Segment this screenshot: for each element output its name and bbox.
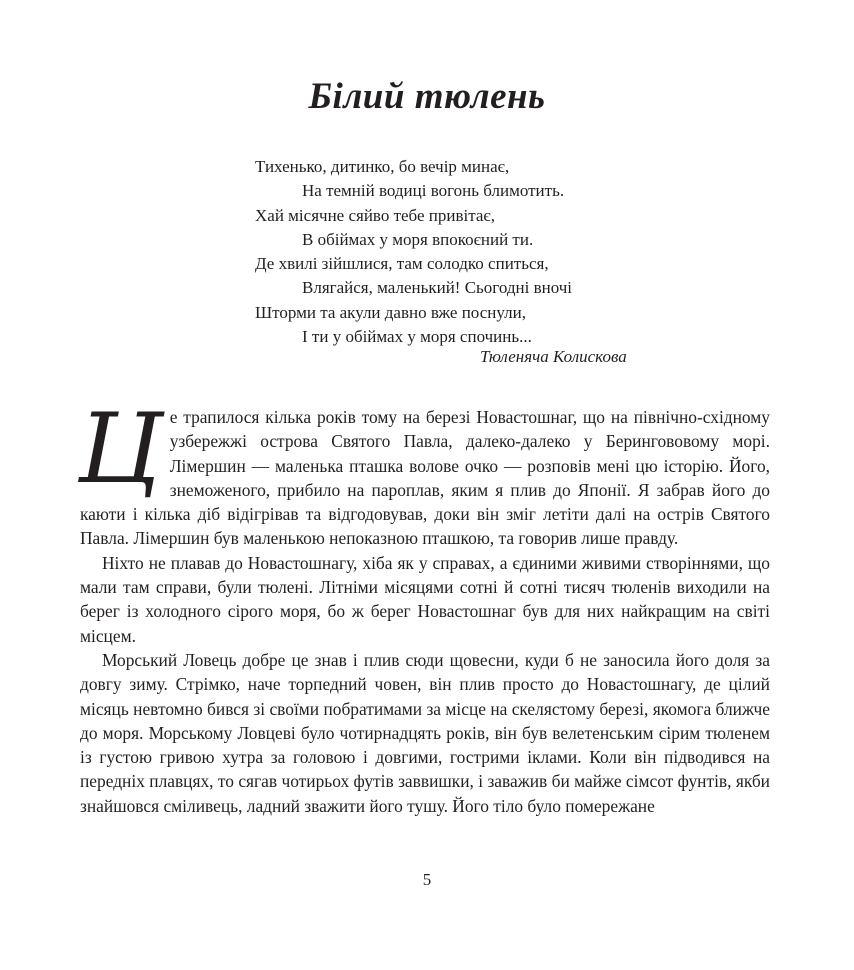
poem-line: Влягайся, маленький! Сьогодні вночі bbox=[302, 278, 573, 298]
body-text bbox=[78, 393, 770, 818]
paragraph bbox=[78, 393, 770, 551]
poem-line: Хай місячне сяйво тебе привітає, bbox=[255, 205, 495, 225]
chapter-title: Білий тюлень bbox=[308, 76, 546, 117]
paragraph-text: е трапилося кілька років тому на березі Новастошнаг, що на північно-східному узбережжі острова Святого Павла, далеко-далеко у Берингововому морі. Лімершин — маленька пташка волове очко — розповів мені цю історію. Його, знеможеного, прибило на пароплав, яким я плив до Японії. Я забрав його до каюти і кілька діб відігрівав та відгодовував, доки він зміг летіти далі на острів Святого Павла. Лімершин був маленькою непоказною пташкою, та говорив лише правду. bbox=[80, 407, 770, 549]
poem-line: Тихенько, дитинко, бо вечір минає, bbox=[255, 157, 510, 176]
paragraph: Морський Ловець добре це знав і плив сюди щовесни, куди б не заносила його доля за довгу зиму. Стрімко, наче торпедний човен, він плив просто до Новастошнагу, де цілий місяць невтомно бився зі своїми побратимами за місце на скелястому березі, якомога ближче до моря. Морському Ловцеві було чотирнадцять років, він був велетенським сірим тюленем із густою гривою хутра за головою і довгими, гострими іклами. Коли він підводився на передніх плавцях, то сягав чотирьох футів заввишки, і заважив би майже сімсот фунтів, якби знайшовся сміливець, ладний зважити його тушу. Його тіло було помережане bbox=[80, 649, 770, 816]
poem-line: І ти у обіймах у моря спочинь... bbox=[302, 327, 532, 347]
epigraph-poem bbox=[255, 155, 675, 366]
poem-line: На темній водиці вогонь блимотить. bbox=[302, 181, 565, 201]
epigraph-attribution: Тюленяча Колискова bbox=[480, 347, 627, 366]
poem-line: Шторми та акули давно вже поснули, bbox=[255, 302, 526, 322]
poem-line: Де хвилі зійшлися, там солодко спиться, bbox=[255, 254, 549, 274]
poem-line: В обіймах у моря впокоєний ти. bbox=[302, 229, 534, 249]
paragraph: Ніхто не плавав до Новастошнагу, хіба як у справах, а єдиними живими створіннями, що мали там справи, були тюлені. Літніми місяцями сотні й сотні тисяч тюленів виходили на берег із холодного сірого моря, бо ж берег Новастошнаг був для них найкращим на світі місцем. bbox=[80, 552, 770, 646]
drop-cap: Ц bbox=[78, 393, 162, 505]
page-number: 5 bbox=[422, 870, 432, 889]
